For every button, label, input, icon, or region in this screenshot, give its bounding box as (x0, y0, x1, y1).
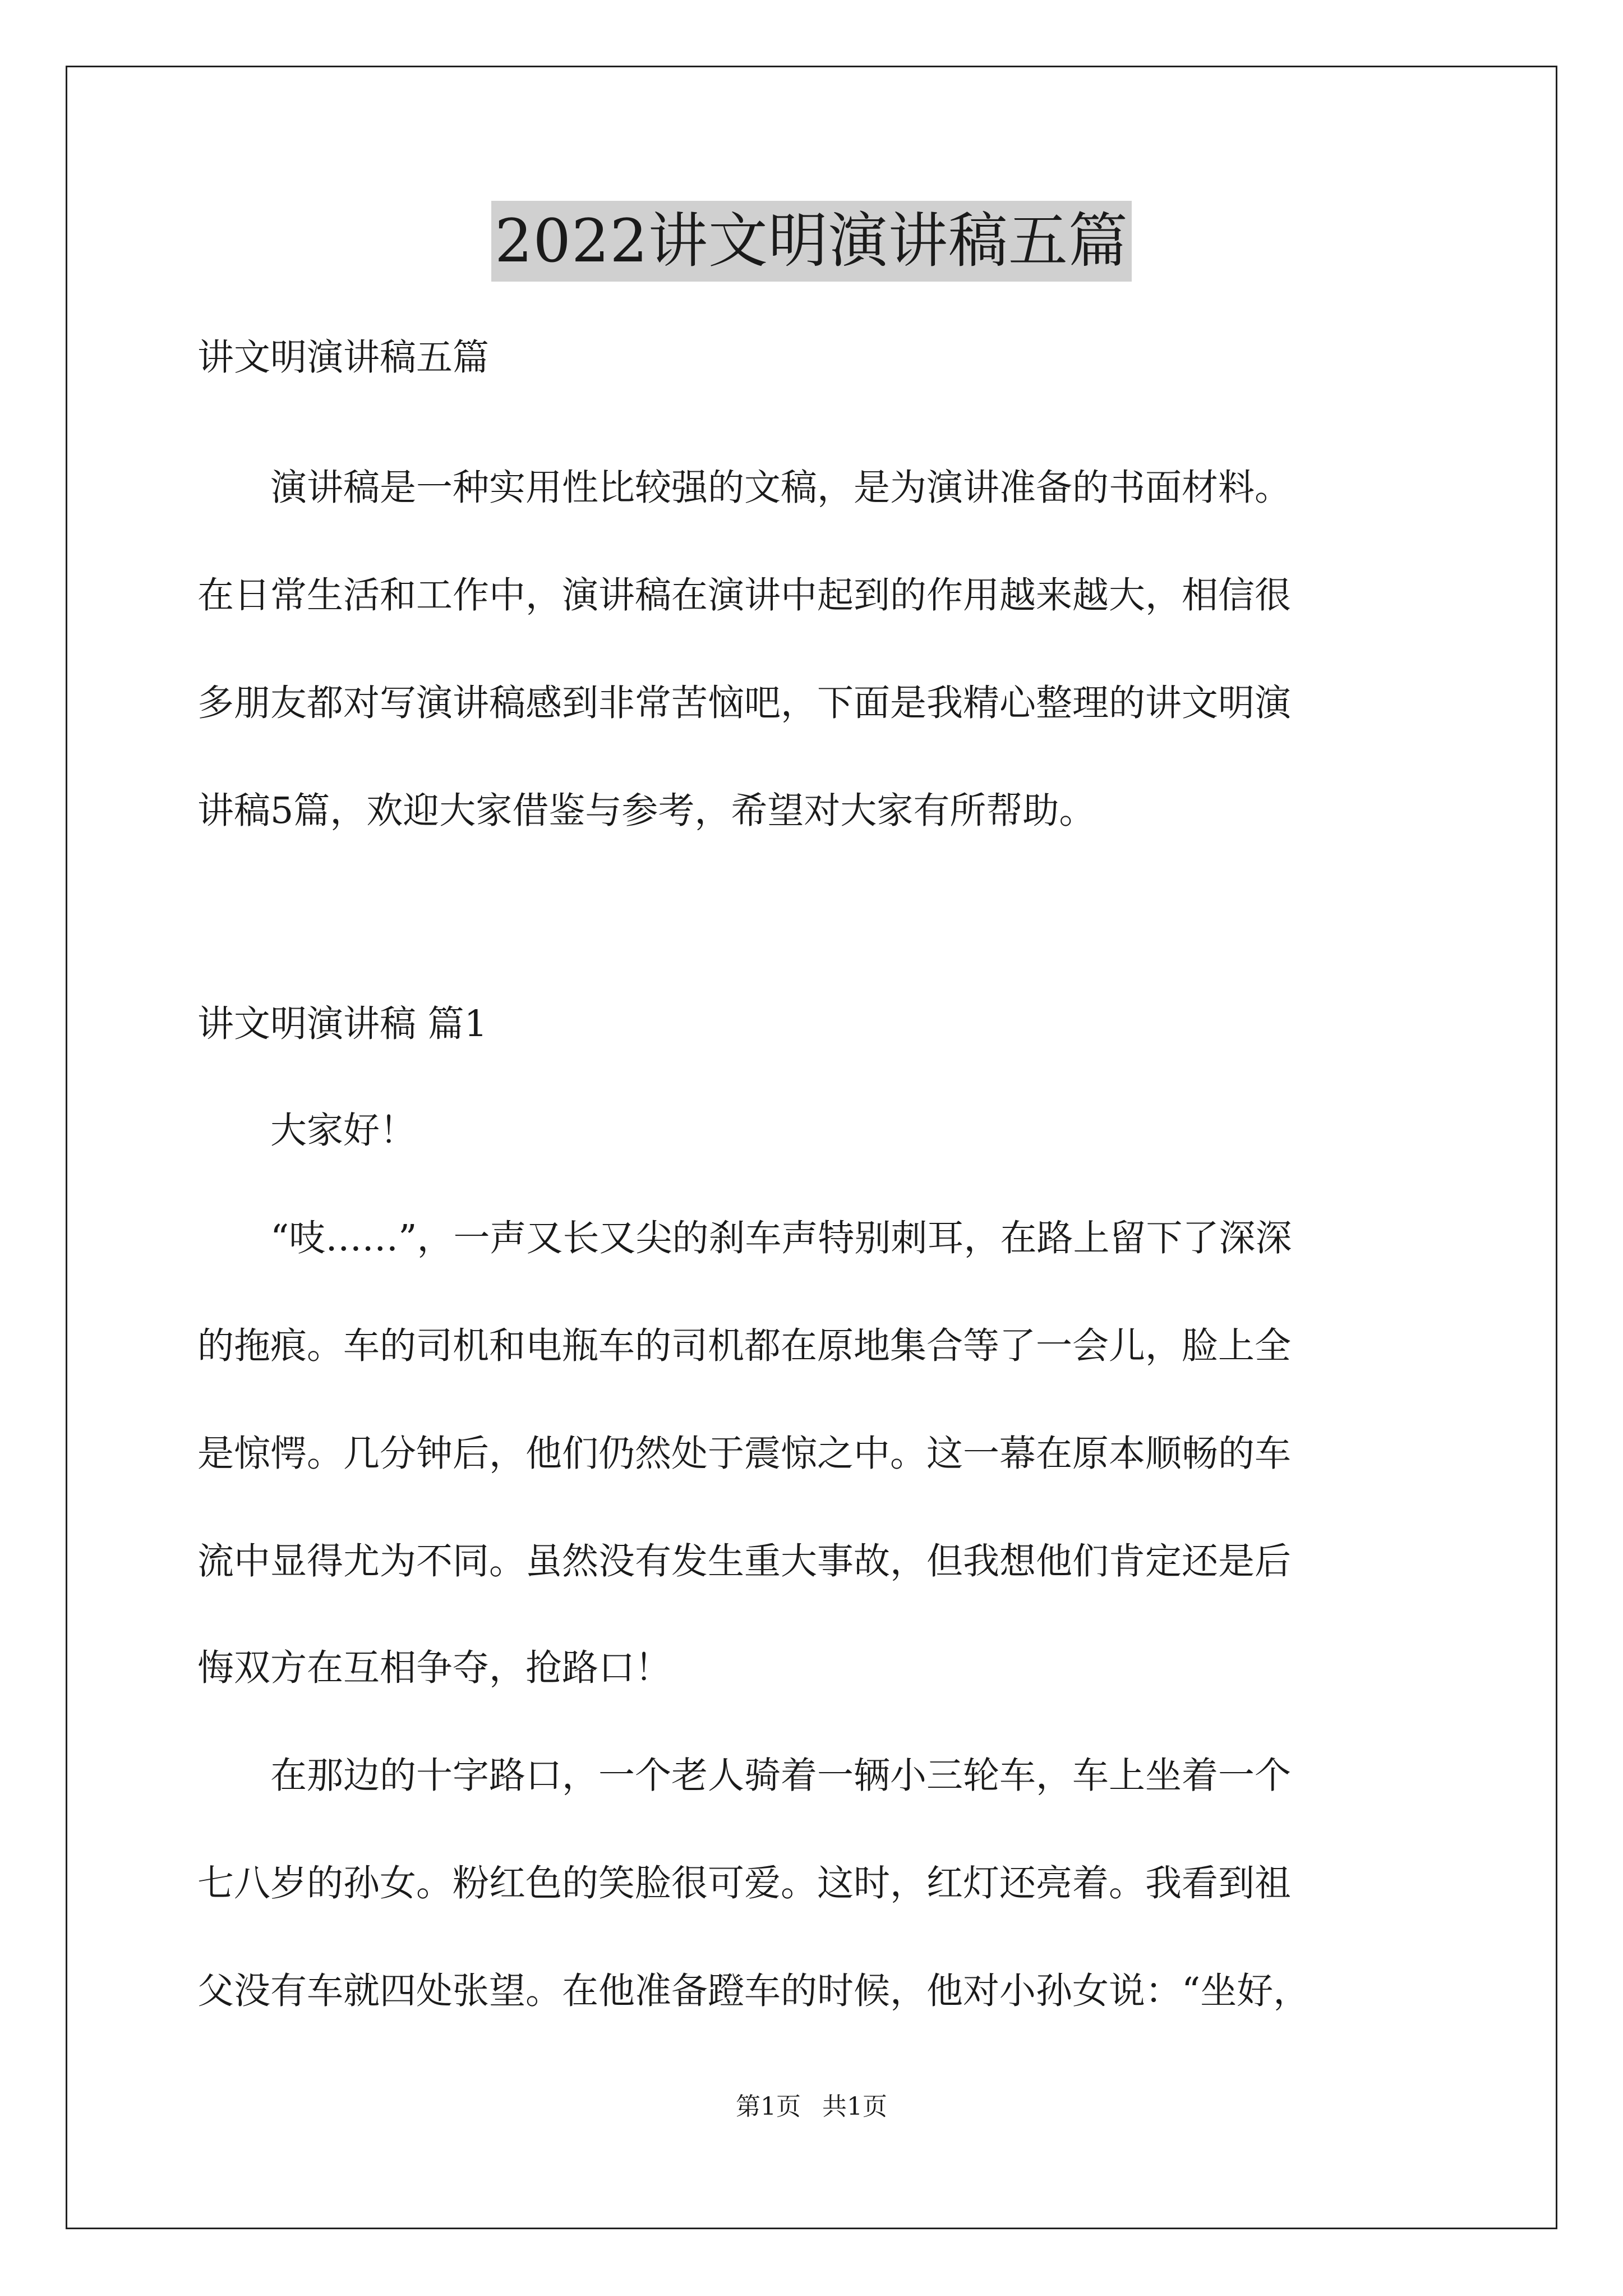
text-line: 父没有车就四处张望。在他准备蹬车的时候，他对小孙女说：“坐好， (197, 1970, 1310, 2012)
text-line: 在那边的十字路口，一个老人骑着一辆小三轮车，车上坐着一个 (197, 1755, 1292, 1797)
subtitle-line: 讲文明演讲稿五篇 (197, 337, 490, 379)
section-heading: 讲文明演讲稿 篇1 (197, 1003, 488, 1045)
text-line: 讲稿5篇，欢迎大家借鉴与参考，希望对大家有所帮助。 (197, 790, 1096, 832)
text-line: 流中显得尤为不同。虽然没有发生重大事故，但我想他们肯定还是后 (197, 1540, 1292, 1582)
text-line: 多朋友都对写演讲稿感到非常苦恼吧，下面是我精心整理的讲文明演 (197, 682, 1292, 724)
document-title: 2022讲文明演讲稿五篇 (491, 201, 1132, 282)
text-line: 的拖痕。车的司机和电瓶车的司机都在原地集合等了一会儿，脸上全 (197, 1325, 1292, 1367)
text-line: 七八岁的孙女。粉红色的笑脸很可爱。这时，红灯还亮着。我看到祖 (197, 1862, 1292, 1904)
text-line: 在日常生活和工作中，演讲稿在演讲中起到的作用越来越大，相信很 (197, 574, 1292, 616)
text-line: 大家好！ (197, 1110, 417, 1152)
page-number: 第1页 (736, 2092, 801, 2121)
title-container (0, 201, 1623, 282)
page-total: 共1页 (822, 2092, 887, 2121)
text-line: 悔双方在互相争夺，抢路口！ (197, 1647, 672, 1689)
page-footer (0, 2090, 1623, 2124)
text-line: 是惊愕。几分钟后，他们仍然处于震惊之中。这一幕在原本顺畅的车 (197, 1433, 1292, 1475)
text-line: 演讲稿是一种实用性比较强的文稿，是为演讲准备的书面材料。 (197, 467, 1292, 509)
text-line: “吱……”，一声又长又尖的刹车声特别刺耳，在路上留下了深深 (197, 1217, 1292, 1259)
